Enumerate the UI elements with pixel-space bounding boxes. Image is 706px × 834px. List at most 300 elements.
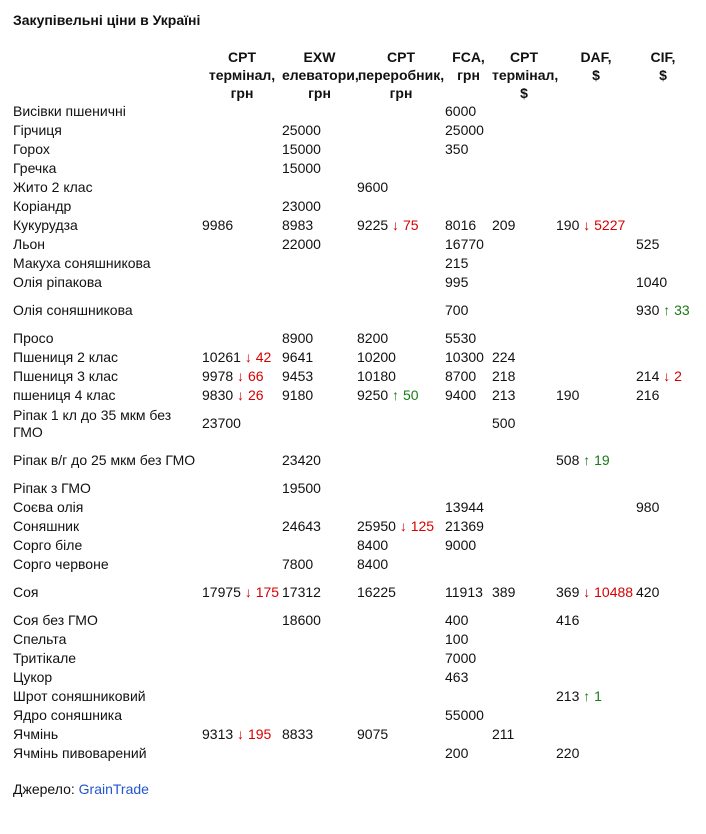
price-cell xyxy=(556,216,636,235)
price-cell: 9600 xyxy=(357,179,389,195)
price-cell xyxy=(636,611,690,630)
price-cell xyxy=(556,292,636,329)
arrow-down-icon: ↓ xyxy=(392,217,400,233)
price-cell: 215 xyxy=(445,255,469,271)
table-row xyxy=(12,235,690,254)
table-row xyxy=(12,555,690,574)
price-cell: 16225 xyxy=(357,584,396,600)
price-cell xyxy=(202,386,282,405)
price-cell xyxy=(492,121,556,140)
price-cell xyxy=(556,254,636,273)
price-change-amount: 26 xyxy=(247,387,264,403)
price-cell: 500 xyxy=(492,415,516,431)
product-name: Ріпак з ГМО xyxy=(13,480,91,496)
price-cell xyxy=(492,442,556,479)
price-cell xyxy=(357,197,445,216)
price-cell xyxy=(282,292,357,329)
product-name: Соя xyxy=(13,584,39,600)
price-change-amount: 19 xyxy=(594,452,610,468)
price-cell: 5530 xyxy=(445,330,477,346)
table-row xyxy=(12,725,690,744)
price-change-down xyxy=(237,387,263,403)
price-change-down xyxy=(583,217,625,233)
price-cell: 218 xyxy=(492,368,516,384)
product-column-header xyxy=(12,48,202,102)
price-cell xyxy=(202,121,282,140)
table-row xyxy=(12,405,690,442)
price-cell: 9641 xyxy=(282,349,314,365)
column-header-line: $ xyxy=(592,67,600,83)
product-name: Тритікале xyxy=(13,650,77,666)
price-cell: 220 xyxy=(556,745,580,761)
price-cell xyxy=(282,405,357,442)
price-cell xyxy=(636,159,690,178)
price-cell: 9453 xyxy=(282,368,314,384)
price-cell xyxy=(445,178,492,197)
product-name: Горох xyxy=(13,141,50,157)
price-cell xyxy=(357,102,445,121)
table-row xyxy=(12,273,690,292)
price-change-amount: 195 xyxy=(247,726,272,742)
price-cell xyxy=(556,725,636,744)
price-cell: 463 xyxy=(445,669,469,685)
price-cell: 224 xyxy=(492,349,516,365)
table-row xyxy=(12,630,690,649)
price-cell xyxy=(636,121,690,140)
price-value: 214 xyxy=(636,368,660,384)
price-cell: 211 xyxy=(492,726,515,742)
price-cell xyxy=(492,140,556,159)
arrow-down-icon: ↓ xyxy=(244,349,252,365)
price-cell: 18600 xyxy=(282,612,321,628)
price-cell: 25000 xyxy=(445,122,484,138)
price-cell: 7800 xyxy=(282,556,314,572)
table-header-row xyxy=(12,48,690,102)
price-cell xyxy=(492,292,556,329)
price-cell xyxy=(357,405,445,442)
price-cell: 16770 xyxy=(445,236,484,252)
price-cell xyxy=(636,348,690,367)
price-cell xyxy=(556,273,636,292)
price-cell: 8833 xyxy=(282,726,314,742)
price-cell xyxy=(357,442,445,479)
price-cell xyxy=(492,498,556,517)
price-value: 369 xyxy=(556,584,580,600)
price-cell xyxy=(202,329,282,348)
price-change-amount: 42 xyxy=(255,349,272,365)
table-row xyxy=(12,442,690,479)
arrow-down-icon: ↓ xyxy=(237,726,245,742)
price-cell xyxy=(492,254,556,273)
arrow-up-icon: ↑ xyxy=(583,452,591,468)
price-cell xyxy=(556,479,636,498)
price-cell xyxy=(357,121,445,140)
product-name: Макуха соняшникова xyxy=(13,255,151,271)
price-cell xyxy=(492,159,556,178)
price-cell: 8400 xyxy=(357,537,389,553)
price-cell xyxy=(636,197,690,216)
table-row xyxy=(12,687,690,706)
product-name: Гречка xyxy=(13,160,57,176)
product-name: Цукор xyxy=(13,669,53,685)
price-cell xyxy=(357,687,445,706)
column-header xyxy=(357,48,445,102)
arrow-down-icon: ↓ xyxy=(583,217,591,233)
price-cell xyxy=(492,687,556,706)
price-cell xyxy=(556,140,636,159)
table-body xyxy=(12,102,690,763)
price-cell: 23700 xyxy=(202,415,241,431)
price-cell xyxy=(202,479,282,498)
price-cell: 21369 xyxy=(445,518,484,534)
price-cell xyxy=(636,706,690,725)
arrow-down-icon: ↓ xyxy=(237,368,245,384)
product-name: Жито 2 клас xyxy=(13,179,93,195)
price-cell xyxy=(492,555,556,574)
price-change-up xyxy=(583,452,609,468)
arrow-up-icon: ↑ xyxy=(392,387,400,403)
price-cell: 400 xyxy=(445,612,469,628)
price-cell: 9000 xyxy=(445,537,477,553)
column-header xyxy=(202,48,282,102)
column-header-line: $ xyxy=(520,85,528,101)
price-value: 9830 xyxy=(202,387,234,403)
price-cell xyxy=(636,725,690,744)
column-header-line: DAF, xyxy=(580,49,612,65)
price-cell xyxy=(202,140,282,159)
price-cell xyxy=(282,102,357,121)
price-cell xyxy=(445,479,492,498)
price-cell xyxy=(492,517,556,536)
column-header-line: $ xyxy=(659,67,667,83)
price-value: 25950 xyxy=(357,518,396,534)
price-cell xyxy=(202,649,282,668)
price-change-down xyxy=(583,584,633,600)
price-cell xyxy=(357,498,445,517)
price-cell xyxy=(636,630,690,649)
arrow-down-icon: ↓ xyxy=(399,518,407,534)
column-header-line: термінал, xyxy=(208,67,276,83)
price-cell xyxy=(556,197,636,216)
price-cell xyxy=(636,254,690,273)
source-label: Джерело: xyxy=(13,781,75,797)
arrow-down-icon: ↓ xyxy=(663,368,671,384)
price-cell xyxy=(357,744,445,763)
table-row xyxy=(12,197,690,216)
price-cell: 15000 xyxy=(282,141,321,157)
price-cell: 995 xyxy=(445,274,469,290)
price-cell xyxy=(492,178,556,197)
price-cell xyxy=(282,498,357,517)
price-cell xyxy=(556,159,636,178)
price-cell xyxy=(556,498,636,517)
table-row xyxy=(12,254,690,273)
price-change-down xyxy=(245,349,271,365)
product-name: Соя без ГМО xyxy=(13,612,98,628)
price-cell xyxy=(556,178,636,197)
product-name: Олія ріпакова xyxy=(13,274,102,290)
price-cell xyxy=(556,517,636,536)
price-cell xyxy=(202,254,282,273)
price-cell xyxy=(492,668,556,687)
price-cell: 24643 xyxy=(282,518,321,534)
price-cell: 23000 xyxy=(282,198,321,214)
price-cell xyxy=(202,687,282,706)
price-change-amount: 5227 xyxy=(594,217,626,233)
price-change-down xyxy=(245,584,279,600)
price-change-amount: 175 xyxy=(255,584,280,600)
price-cell xyxy=(202,668,282,687)
price-cell: 11913 xyxy=(445,584,483,600)
price-cell xyxy=(636,292,690,329)
price-value: 17975 xyxy=(202,584,241,600)
table-row xyxy=(12,649,690,668)
price-cell xyxy=(202,292,282,329)
prices-table xyxy=(12,48,690,763)
price-value: 190 xyxy=(556,217,580,233)
table-row xyxy=(12,159,690,178)
price-cell xyxy=(357,611,445,630)
table-row xyxy=(12,744,690,763)
price-change-up xyxy=(663,302,689,318)
table-row xyxy=(12,348,690,367)
price-cell xyxy=(282,668,357,687)
price-cell xyxy=(492,197,556,216)
price-change-amount: 50 xyxy=(402,387,419,403)
price-cell xyxy=(357,140,445,159)
table-row xyxy=(12,121,690,140)
source-link[interactable]: GrainTrade xyxy=(78,781,149,797)
product-name: Ячмінь пивоварений xyxy=(13,745,147,761)
price-cell: 1040 xyxy=(636,274,668,290)
price-cell xyxy=(556,367,636,386)
column-header xyxy=(445,48,492,102)
product-name: пшениця 4 клас xyxy=(13,387,116,403)
price-cell xyxy=(202,574,282,611)
product-name: Коріандр xyxy=(13,198,72,214)
product-name: Пшениця 2 клас xyxy=(13,349,119,365)
price-cell xyxy=(357,649,445,668)
column-header xyxy=(282,48,357,102)
price-cell xyxy=(202,706,282,725)
price-cell xyxy=(636,405,690,442)
column-header-line: переробник, xyxy=(357,67,445,83)
product-name: Сорго біле xyxy=(13,537,83,553)
price-cell xyxy=(556,536,636,555)
price-cell: 100 xyxy=(445,631,469,647)
product-name: Пшениця 3 клас xyxy=(13,368,119,384)
price-cell xyxy=(202,348,282,367)
arrow-down-icon: ↓ xyxy=(583,584,591,600)
table-row xyxy=(12,386,690,405)
price-cell xyxy=(445,197,492,216)
column-header-line: грн xyxy=(308,85,331,101)
price-cell xyxy=(282,744,357,763)
price-cell: 55000 xyxy=(445,707,484,723)
price-change-amount: 33 xyxy=(674,302,690,318)
price-cell: 350 xyxy=(445,141,469,157)
price-value: 213 xyxy=(556,688,580,704)
price-change-up xyxy=(392,387,418,403)
price-value: 9225 xyxy=(357,217,389,233)
price-cell xyxy=(202,725,282,744)
arrow-down-icon: ↓ xyxy=(237,387,245,403)
price-cell: 8200 xyxy=(357,330,389,346)
price-cell xyxy=(556,102,636,121)
price-cell xyxy=(636,140,690,159)
price-cell xyxy=(357,159,445,178)
source-line xyxy=(13,781,694,797)
price-cell xyxy=(282,630,357,649)
price-cell xyxy=(445,442,492,479)
column-header xyxy=(492,48,559,102)
price-value: 10261 xyxy=(202,349,241,365)
product-name: Висівки пшеничні xyxy=(13,103,126,119)
price-cell: 213 xyxy=(492,387,516,403)
price-cell xyxy=(202,498,282,517)
price-value: 930 xyxy=(636,302,660,318)
price-change-down xyxy=(400,518,434,534)
product-name: Ячмінь xyxy=(13,726,59,742)
price-cell xyxy=(357,630,445,649)
product-name: Сорго червоне xyxy=(13,556,109,572)
price-cell xyxy=(556,405,636,442)
price-cell xyxy=(636,329,690,348)
price-value: 9250 xyxy=(357,387,389,403)
price-cell xyxy=(202,178,282,197)
column-header-line: EXW xyxy=(303,49,336,65)
price-cell xyxy=(556,235,636,254)
product-name: Ріпак 1 кл до 35 мкм без ГМО xyxy=(13,406,172,440)
price-cell xyxy=(636,216,690,235)
price-cell xyxy=(202,197,282,216)
price-cell xyxy=(282,254,357,273)
price-cell: 8700 xyxy=(445,368,477,384)
price-cell xyxy=(492,273,556,292)
price-cell xyxy=(556,649,636,668)
price-cell xyxy=(202,536,282,555)
price-cell xyxy=(636,555,690,574)
price-cell xyxy=(282,687,357,706)
price-cell xyxy=(202,442,282,479)
table-row xyxy=(12,140,690,159)
price-cell: 6000 xyxy=(445,103,477,119)
price-cell xyxy=(636,178,690,197)
price-cell: 9075 xyxy=(357,726,389,742)
price-cell xyxy=(556,574,636,611)
table-row xyxy=(12,292,690,329)
price-cell xyxy=(202,744,282,763)
price-cell: 420 xyxy=(636,584,660,600)
arrow-up-icon: ↑ xyxy=(663,302,671,318)
price-cell xyxy=(492,329,556,348)
product-name: Шрот соняшниковий xyxy=(13,688,146,704)
price-cell xyxy=(357,706,445,725)
column-header-line: грн xyxy=(389,85,413,101)
price-cell: 10180 xyxy=(357,368,396,384)
price-cell xyxy=(445,159,492,178)
column-header-line: грн xyxy=(230,85,254,101)
price-cell xyxy=(492,235,556,254)
price-cell xyxy=(556,329,636,348)
price-cell xyxy=(357,254,445,273)
product-name: Спельта xyxy=(13,631,67,647)
table-row xyxy=(12,668,690,687)
product-name: Гірчиця xyxy=(13,122,62,138)
price-cell xyxy=(492,611,556,630)
table-row xyxy=(12,536,690,555)
column-header-line: CIF, xyxy=(650,49,676,65)
price-cell xyxy=(282,536,357,555)
price-cell xyxy=(202,367,282,386)
price-cell: 525 xyxy=(636,236,660,252)
price-cell xyxy=(636,479,690,498)
price-cell: 25000 xyxy=(282,122,321,138)
arrow-up-icon: ↑ xyxy=(583,688,591,704)
price-change-amount: 2 xyxy=(674,368,682,384)
price-cell xyxy=(636,536,690,555)
price-cell: 13944 xyxy=(445,499,484,515)
price-value: 9978 xyxy=(202,368,234,384)
price-change-up xyxy=(583,688,602,704)
price-cell xyxy=(492,536,556,555)
price-cell xyxy=(492,630,556,649)
price-cell: 15000 xyxy=(282,160,321,176)
column-header-line: елеватори, xyxy=(282,67,359,83)
price-cell xyxy=(636,687,690,706)
price-cell: 200 xyxy=(445,745,469,761)
price-cell xyxy=(556,630,636,649)
price-cell xyxy=(202,630,282,649)
price-cell xyxy=(445,405,492,442)
price-cell xyxy=(202,555,282,574)
product-name: Соєва олія xyxy=(13,499,84,515)
column-header xyxy=(556,48,636,102)
column-header-line: термінал, xyxy=(492,67,559,83)
price-cell xyxy=(357,235,445,254)
price-change-amount: 66 xyxy=(247,368,264,384)
price-cell: 8400 xyxy=(357,556,389,572)
price-change-down xyxy=(237,726,271,742)
arrow-down-icon: ↓ xyxy=(244,584,252,600)
price-cell xyxy=(636,517,690,536)
price-cell xyxy=(556,706,636,725)
price-cell xyxy=(492,706,556,725)
price-cell: 980 xyxy=(636,499,660,515)
price-cell: 9180 xyxy=(282,387,314,403)
price-cell: 389 xyxy=(492,584,516,600)
table-row xyxy=(12,329,690,348)
price-cell xyxy=(445,687,492,706)
price-cell xyxy=(202,517,282,536)
price-cell: 23420 xyxy=(282,452,321,468)
price-cell xyxy=(202,273,282,292)
product-name: Льон xyxy=(13,236,45,252)
table-row xyxy=(12,367,690,386)
price-cell: 700 xyxy=(445,302,469,318)
product-name: Ріпак в/г до 25 мкм без ГМО xyxy=(13,452,196,468)
column-header-line: CPT xyxy=(510,49,538,65)
price-cell xyxy=(492,479,556,498)
table-row xyxy=(12,498,690,517)
price-cell xyxy=(556,348,636,367)
price-change-down xyxy=(663,368,682,384)
table-row xyxy=(12,178,690,197)
price-cell xyxy=(636,649,690,668)
price-cell xyxy=(282,649,357,668)
table-row xyxy=(12,102,690,121)
price-cell xyxy=(492,649,556,668)
